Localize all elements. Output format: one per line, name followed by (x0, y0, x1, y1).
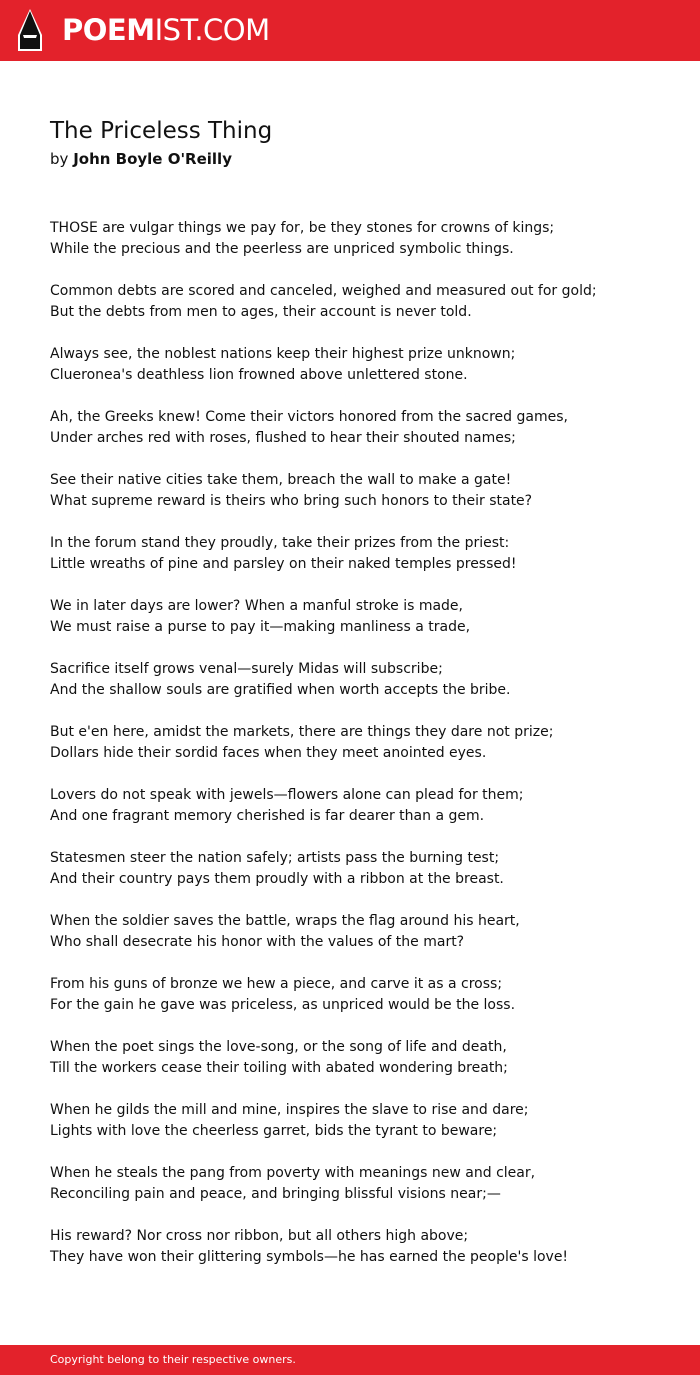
author-name: John Boyle O'Reilly (73, 150, 232, 168)
logo-bold-text: POEM (62, 13, 155, 47)
stanza (50, 974, 670, 1037)
poem-line: Dollars hide their sordid faces when they meet anointed eyes. (50, 745, 487, 761)
poem-line: When the poet sings the love-song, or the song of life and death, (50, 1039, 507, 1055)
poem-line: Lovers do not speak with jewels—flowers alone can plead for them; (50, 787, 524, 803)
poem-line: Always see, the noblest nations keep their highest prize unknown; (50, 346, 516, 362)
stanza (50, 596, 670, 659)
stanza (50, 911, 670, 974)
stanza (50, 1163, 670, 1226)
poem-line: See their native cities take them, breach the wall to make a gate! (50, 472, 512, 488)
stanza (50, 218, 670, 281)
poem-line: Who shall desecrate his honor with the values of the mart? (50, 934, 465, 950)
poem-line: THOSE are vulgar things we pay for, be they stones for crowns of kings; (50, 220, 555, 236)
stanza (50, 1037, 670, 1100)
poem-line: Reconciling pain and peace, and bringing blissful visions near;— (50, 1186, 501, 1202)
poem-line: When he steals the pang from poverty with meanings new and clear, (50, 1165, 536, 1181)
poem-line: Common debts are scored and canceled, weighed and measured out for gold; (50, 283, 597, 299)
poem-line: For the gain he gave was priceless, as unpriced would be the loss. (50, 997, 516, 1013)
poem-line: His reward? Nor cross nor ribbon, but all others high above; (50, 1228, 469, 1244)
footer-bar (0, 1345, 700, 1375)
stanza (50, 848, 670, 911)
header-bar (0, 0, 700, 61)
stanza (50, 407, 670, 470)
poem-line: While the precious and the peerless are unpriced symbolic things. (50, 241, 514, 257)
poem-line: Cluеronea's deathless lion frowned above unlettered stone. (50, 367, 468, 383)
poem-line: And their country pays them proudly with a ribbon at the breast. (50, 871, 504, 887)
poem-line: What supreme reward is theirs who bring such honors to their state? (50, 493, 533, 509)
stanza (50, 281, 670, 344)
poem-line: And one fragrant memory cherished is far dearer than a gem. (50, 808, 485, 824)
poem-line: Under arches red with roses, flushed to hear their shouted names; (50, 430, 516, 446)
poem-title: The Priceless Thing (50, 118, 273, 144)
poem-line: Little wreaths of pine and parsley on their naked temples pressed! (50, 556, 517, 572)
stanza (50, 1100, 670, 1163)
poem-line: We must raise a purse to pay it—making manliness a trade, (50, 619, 471, 635)
byline (50, 148, 232, 170)
poem-line: But e'en here, amidst the markets, there are things they dare not prize; (50, 724, 554, 740)
logo-light-text: IST.COM (154, 13, 270, 47)
poem-line: Statesmen steer the nation safely; artists pass the burning test; (50, 850, 500, 866)
poem-line: Sacrifice itself grows venal—surely Midas will subscribe; (50, 661, 443, 677)
stanza (50, 470, 670, 533)
stanza (50, 533, 670, 596)
stanza (50, 1226, 670, 1289)
poem-line: We in later days are lower? When a manful stroke is made, (50, 598, 463, 614)
stanza (50, 722, 670, 785)
stanza (50, 659, 670, 722)
poem-line: But the debts from men to ages, their account is never told. (50, 304, 472, 320)
poem-line: In the forum stand they proudly, take their prizes from the priest: (50, 535, 510, 551)
poem-line: Ah, the Greeks knew! Come their victors honored from the sacred games, (50, 409, 568, 425)
poem-line: Lights with love the cheerless garret, bids the tyrant to beware; (50, 1123, 498, 1139)
stanza (50, 785, 670, 848)
copyright-text: Copyright belong to their respective owners. (50, 1353, 296, 1366)
poem-line: Till the workers cease their toiling with abated wondering breath; (50, 1060, 508, 1076)
stanza (50, 344, 670, 407)
by-label: by (50, 150, 69, 168)
poem-line: When the soldier saves the battle, wraps the flag around his heart, (50, 913, 520, 929)
poem-body (50, 218, 670, 1289)
pencil-tip-icon[interactable] (18, 9, 42, 51)
poem-line: From his guns of bronze we hew a piece, and carve it as a cross; (50, 976, 503, 992)
poem-line: When he gilds the mill and mine, inspires the slave to rise and dare; (50, 1102, 529, 1118)
poem-line: They have won their glittering symbols—he has earned the people's love! (50, 1249, 569, 1265)
site-logo[interactable] (62, 12, 270, 48)
poem-line: And the shallow souls are gratified when worth accepts the bribe. (50, 682, 511, 698)
